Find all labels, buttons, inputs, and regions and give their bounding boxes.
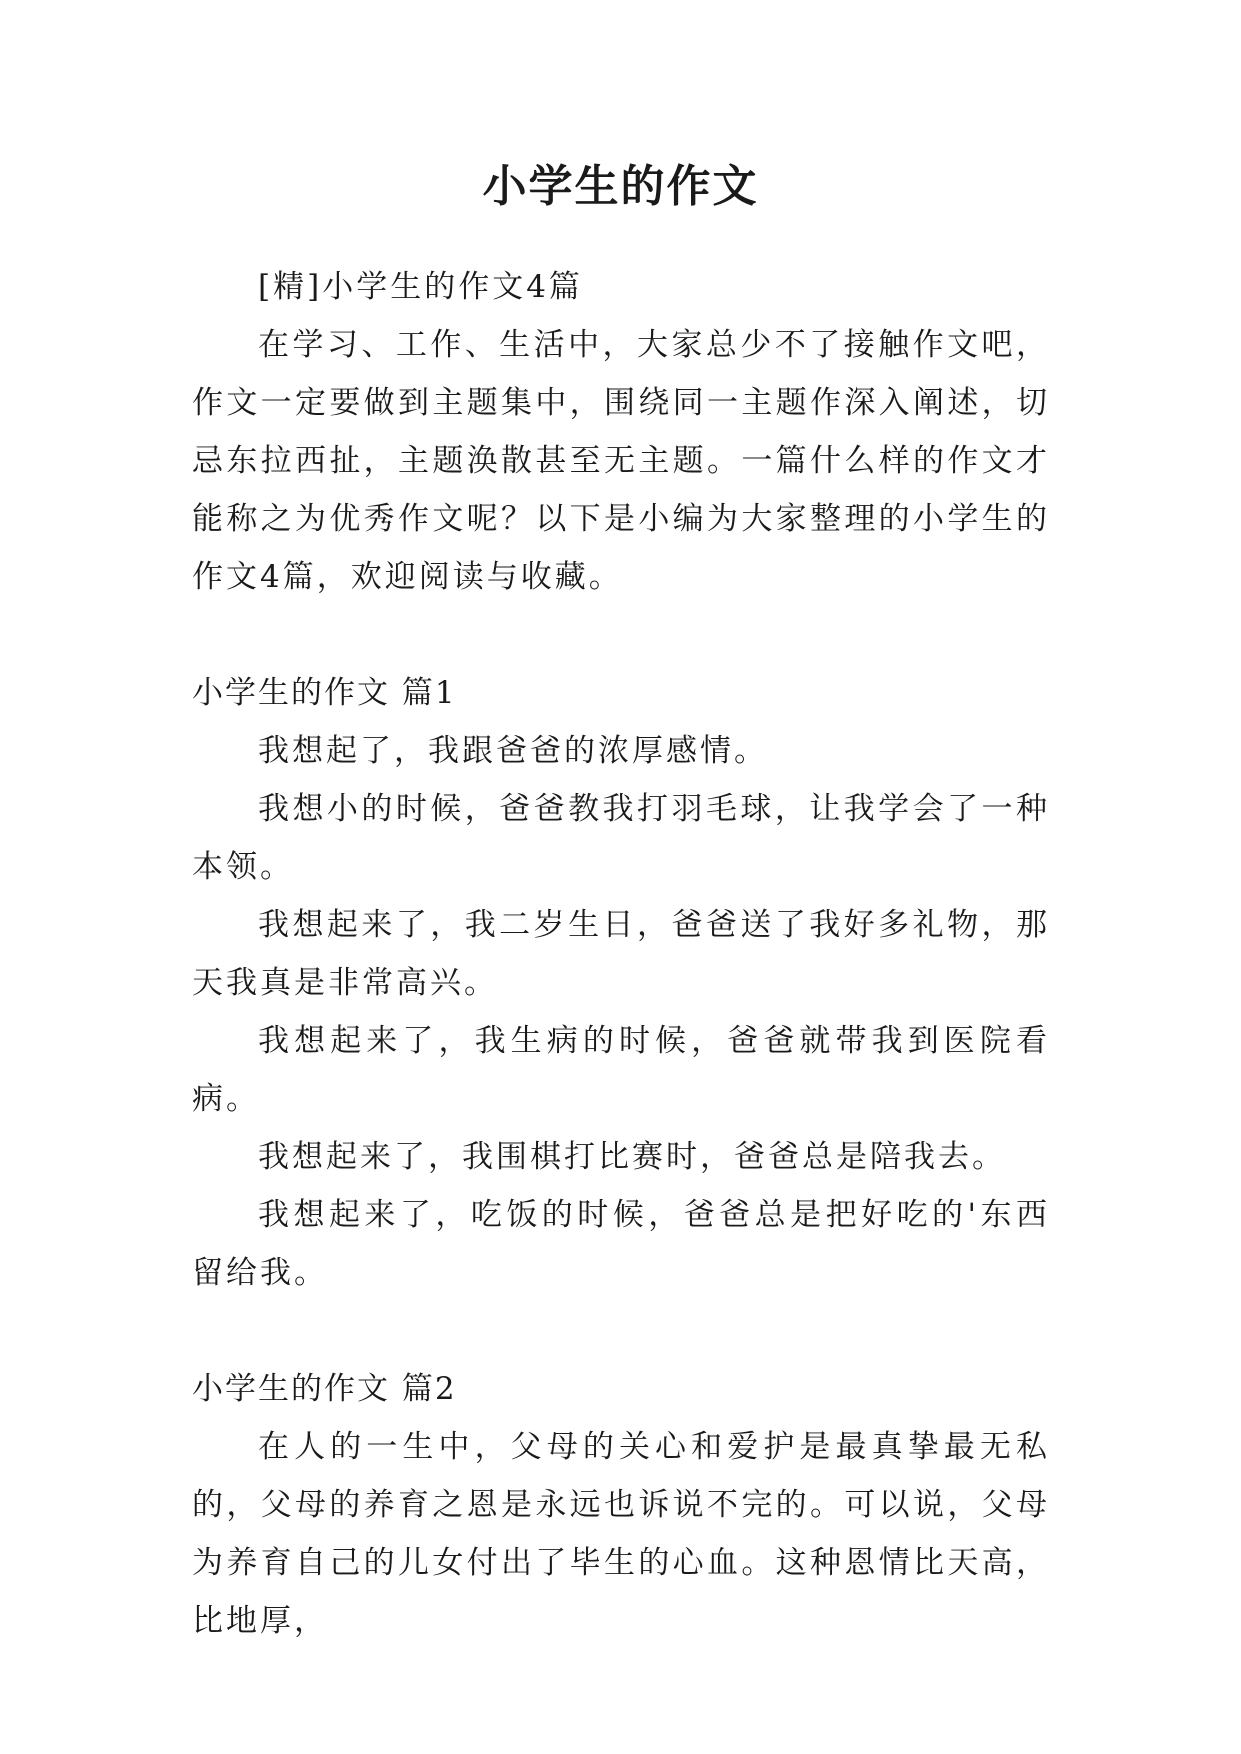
section-heading: 小学生的作文 篇2 [192,1371,457,1407]
document-body [192,258,1050,1650]
section-spacer [192,606,1050,664]
intro-paragraph: 在学习、工作、生活中，大家总少不了接触作文吧，作文一定要做到主题集中，围绕同一主题作深入阐述，切忌东拉西扯，主题涣散甚至无主题。一篇什么样的作文才能称之为优秀作文呢？以下是小编为大家整理的小学生的作文4篇，欢迎阅读与收藏。 [192,327,1050,595]
paragraph: 在人的一生中，父母的关心和爱护是最真挚最无私的，父母的养育之恩是永远也诉说不完的。可以说，父母为养育自己的儿女付出了毕生的心血。这种恩情比天高，比地厚， [192,1429,1050,1639]
paragraph: 我想小的时候，爸爸教我打羽毛球，让我学会了一种本领。 [192,791,1050,885]
paragraph: 我想起来了，我二岁生日，爸爸送了我好多礼物，那天我真是非常高兴。 [192,907,1050,1001]
section-heading: 小学生的作文 篇1 [192,675,457,711]
document-subtitle: [精]小学生的作文4篇 [258,269,583,305]
paragraph: 我想起来了，我生病的时候，爸爸就带我到医院看病。 [192,1023,1050,1117]
document-title: 小学生的作文 [482,161,759,212]
paragraph: 我想起了，我跟爸爸的浓厚感情。 [258,733,768,769]
paragraph: 我想起来了，吃饭的时候，爸爸总是把好吃的'东西留给我。 [192,1197,1050,1291]
section-spacer [192,1302,1050,1360]
paragraph: 我想起来了，我围棋打比赛时，爸爸总是陪我去。 [258,1139,1006,1175]
